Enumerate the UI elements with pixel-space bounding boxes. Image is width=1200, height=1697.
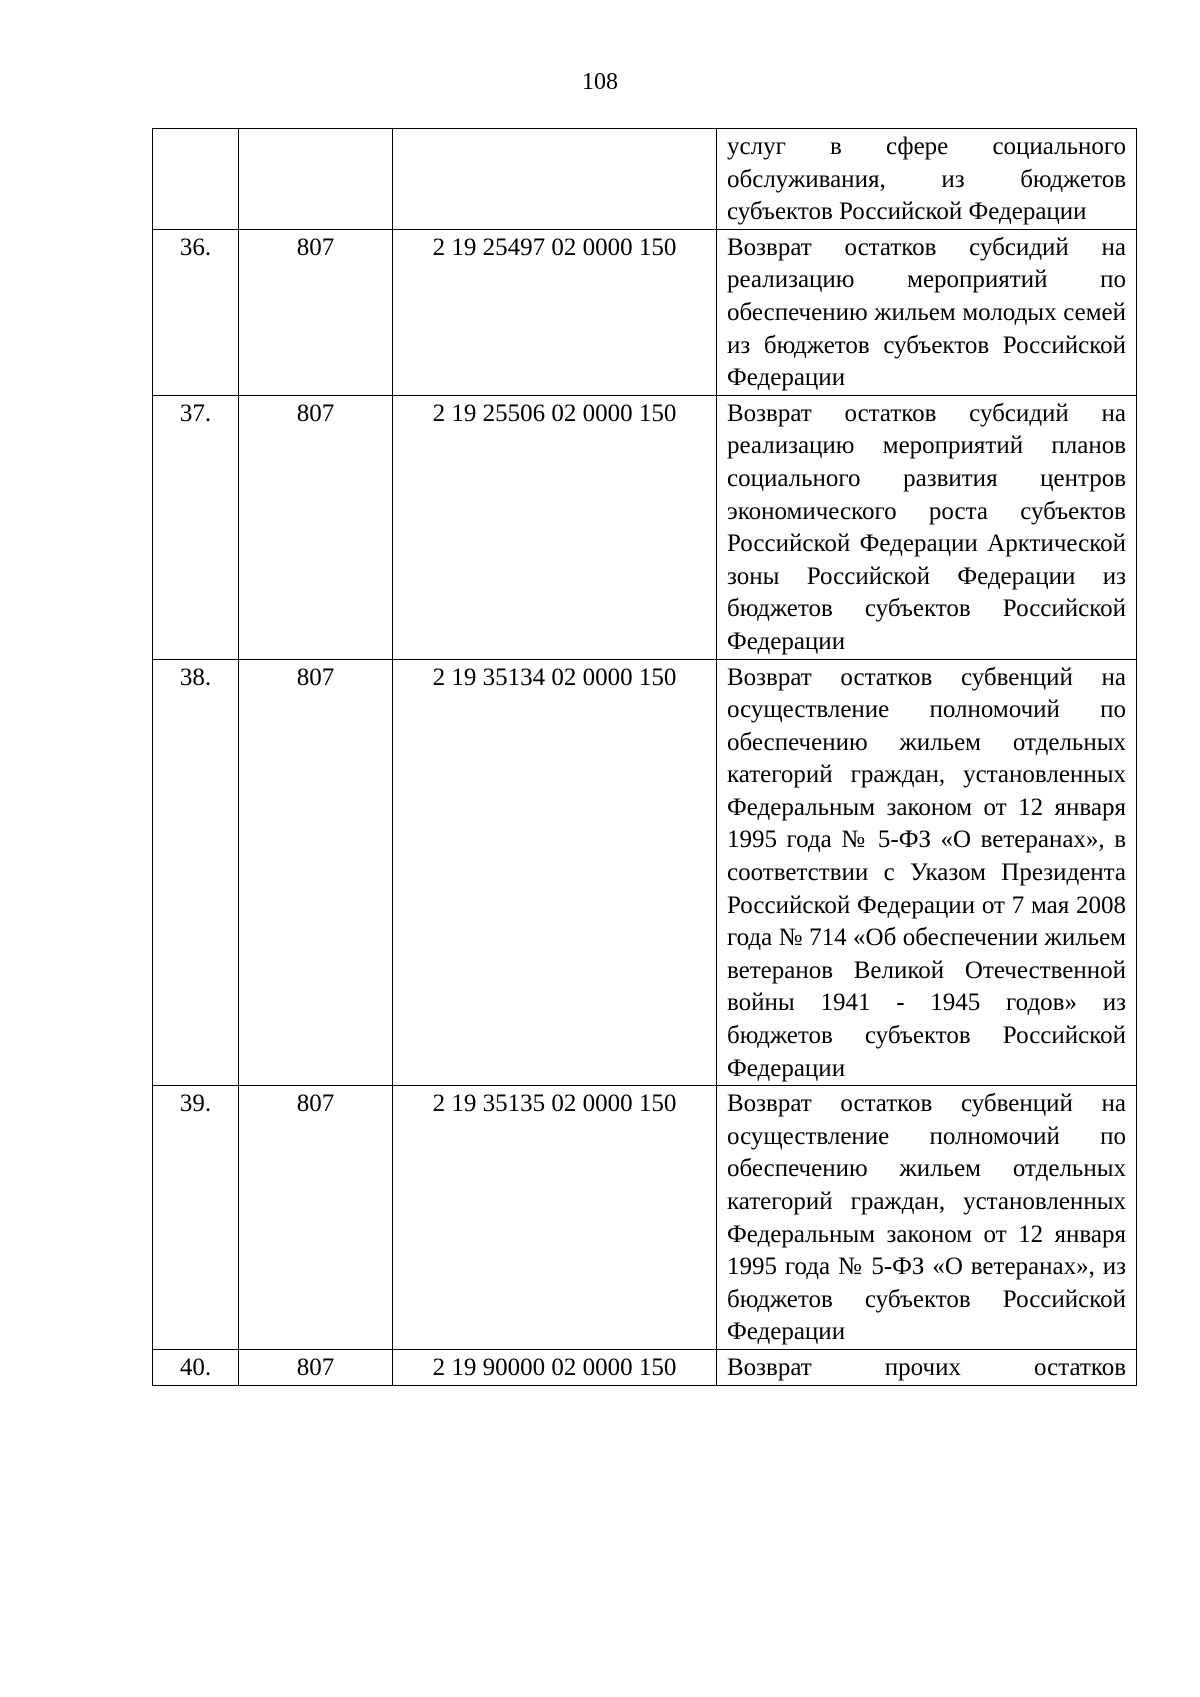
income-name-cell: Возврат остатков субсидий на реализацию мероприятий по обеспечению жильем молодых семей из бюджетов субъектов Российской Федерации xyxy=(717,229,1137,395)
table-row xyxy=(153,659,1137,1086)
budget-codes-table xyxy=(152,128,1137,1386)
income-name-cell: Возврат остатков субсидий на реализацию мероприятий планов социального развития центров экономического роста субъектов Российской Федерации Арктической зоны Российской Федерации из бюджетов субъектов Российской Федерации xyxy=(717,395,1137,659)
table-row xyxy=(153,229,1137,395)
administrator-code-cell: 807 xyxy=(239,659,393,1086)
row-number-cell xyxy=(153,129,239,230)
budget-classification-code-cell: 2 19 25506 02 0000 150 xyxy=(393,395,717,659)
table-row xyxy=(153,395,1137,659)
administrator-code-cell: 807 xyxy=(239,229,393,395)
budget-classification-code-cell: 2 19 90000 02 0000 150 xyxy=(393,1349,717,1385)
table-row xyxy=(153,129,1137,230)
income-name-cell: Возврат остатков субвенций на осуществление полномочий по обеспечению жильем отдельных категорий граждан, установленных Федеральным законом от 12 января 1995 года № 5-ФЗ «О ветеранах», из бюджетов субъектов Российской Федерации xyxy=(717,1086,1137,1350)
row-number-cell: 38. xyxy=(153,659,239,1086)
page-number: 108 xyxy=(582,69,618,95)
income-name-cell: Возврат прочих остатков xyxy=(717,1349,1137,1385)
row-number-cell: 36. xyxy=(153,229,239,395)
row-number-cell: 37. xyxy=(153,395,239,659)
budget-classification-code-cell: 2 19 25497 02 0000 150 xyxy=(393,229,717,395)
administrator-code-cell: 807 xyxy=(239,1086,393,1350)
administrator-code-cell xyxy=(239,129,393,230)
row-number-cell: 39. xyxy=(153,1086,239,1350)
table-row xyxy=(153,1086,1137,1350)
budget-classification-code-cell xyxy=(393,129,717,230)
budget-classification-code-cell: 2 19 35134 02 0000 150 xyxy=(393,659,717,1086)
administrator-code-cell: 807 xyxy=(239,1349,393,1385)
row-number-cell: 40. xyxy=(153,1349,239,1385)
budget-classification-code-cell: 2 19 35135 02 0000 150 xyxy=(393,1086,717,1350)
table-row xyxy=(153,1349,1137,1385)
income-name-cell: услуг в сфере социального обслуживания, из бюджетов субъектов Российской Федерации xyxy=(717,129,1137,230)
income-name-cell: Возврат остатков субвенций на осуществление полномочий по обеспечению жильем отдельных категорий граждан, установленных Федеральным законом от 12 января 1995 года № 5-ФЗ «О ветеранах», в соответствии с Указом Президента Российской Федерации от 7 мая 2008 года № 714 «Об обеспечении жильем ветеранов Великой Отечественной войны 1941 - 1945 годов» из бюджетов субъектов Российской Федерации xyxy=(717,659,1137,1086)
administrator-code-cell: 807 xyxy=(239,395,393,659)
